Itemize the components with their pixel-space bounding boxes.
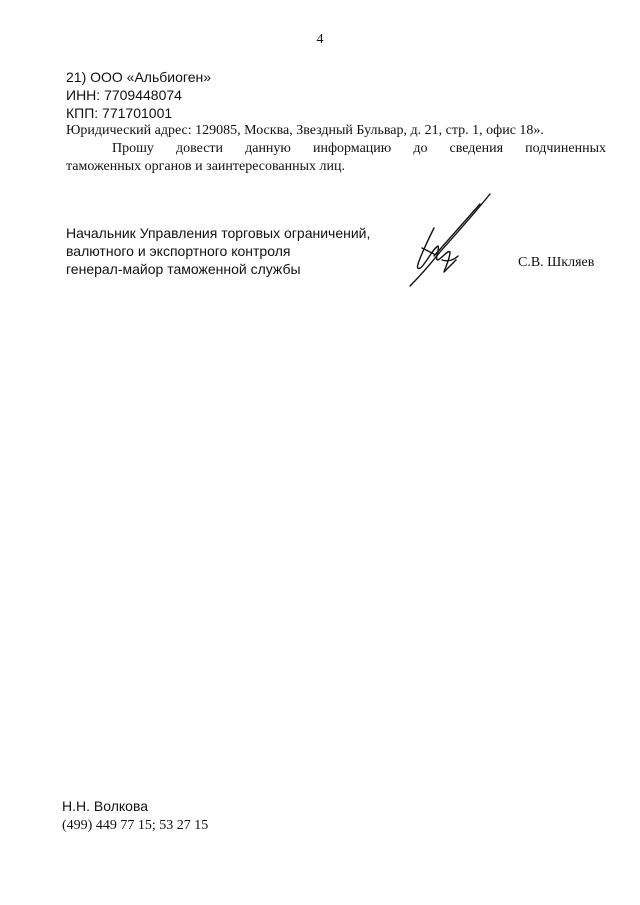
organization-kpp: КПП: 771701001 (66, 105, 173, 121)
signatory-position-line-1: Начальник Управления торговых ограничений, (66, 225, 371, 241)
organization-address: Юридический адрес: 129085, Москва, Звездный Бульвар, д. 21, стр. 1, офис 18». (66, 123, 544, 138)
signatory-position (66, 224, 396, 278)
request-line-1: Прошу довести данную информацию до сведения подчиненных (112, 141, 606, 156)
request-paragraph (66, 140, 606, 176)
contact-phones: (499) 449 77 15; 53 27 15 (62, 818, 209, 833)
signatory-position-line-2: валютного и экспортного контроля (66, 243, 291, 259)
contact-name: Н.Н. Волкова (62, 798, 149, 814)
page-number: 4 (316, 32, 324, 47)
organization-block (66, 68, 606, 176)
contact-block (62, 797, 208, 835)
handwritten-signature (404, 190, 494, 290)
signatory-position-line-3: генерал-майор таможенной службы (66, 261, 301, 277)
signatory-name: С.В. Шкляев (518, 255, 595, 270)
organization-name: 21) ООО «Альбиоген» (66, 69, 211, 85)
request-line-2: таможенных органов и заинтересованных лиц. (66, 159, 345, 174)
organization-inn: ИНН: 7709448074 (66, 87, 182, 103)
signature-block (66, 224, 606, 294)
